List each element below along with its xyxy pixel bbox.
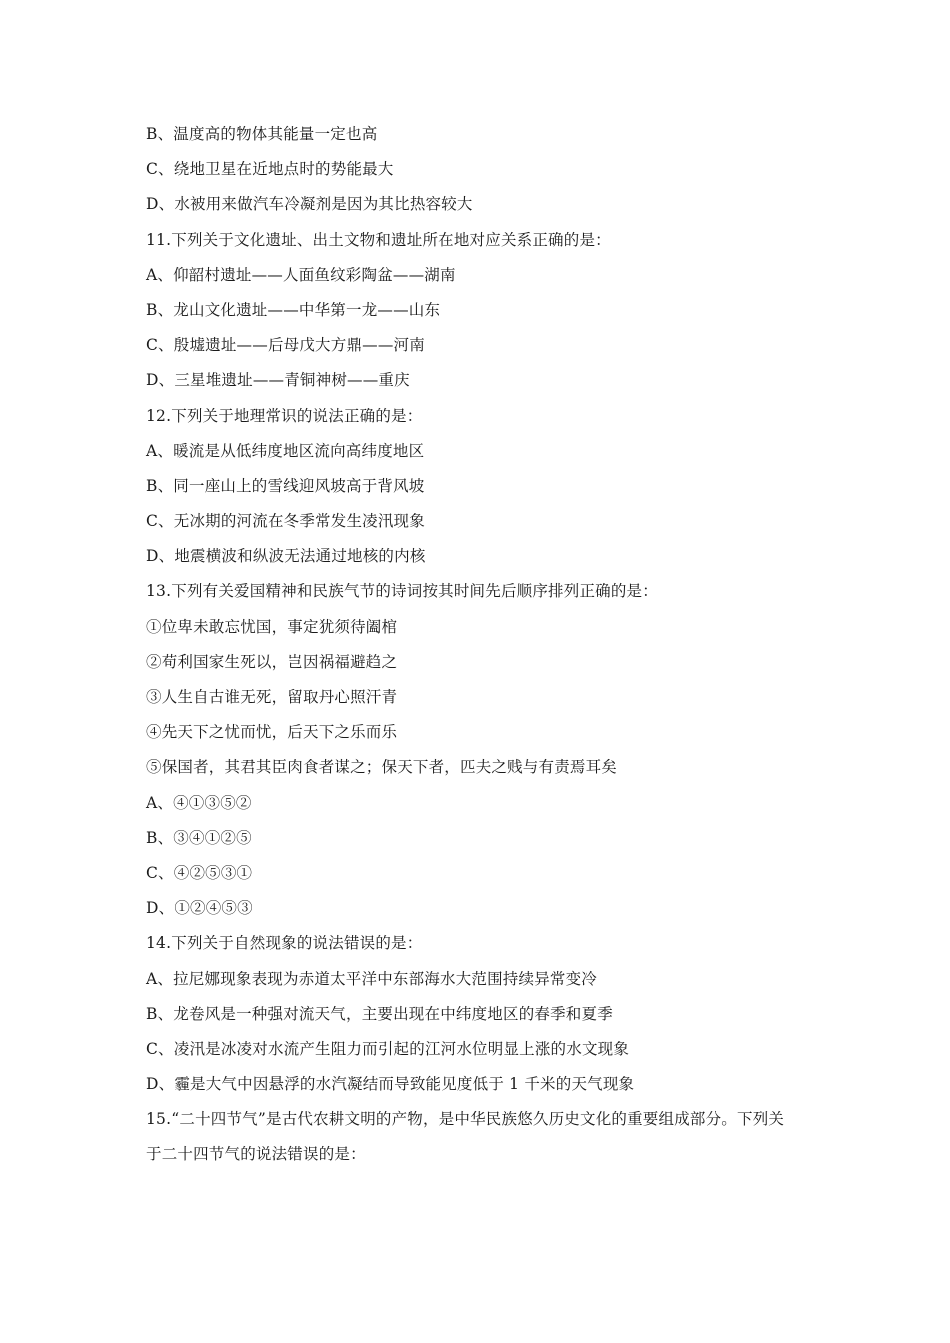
poem-line: ⑤保国者，其君其臣肉食者谋之；保天下者，匹夫之贱与有责焉耳矣	[146, 758, 618, 777]
option-line: A、暖流是从低纬度地区流向高纬度地区	[146, 441, 425, 460]
option-line: A、仰韶村遗址——人面鱼纹彩陶盆——湖南	[146, 265, 456, 284]
option-line: A、拉尼娜现象表现为赤道太平洋中东部海水大范围持续异常变冷	[146, 969, 597, 988]
option-line: C、绕地卫星在近地点时的势能最大	[146, 160, 394, 179]
question-stem: 11.下列关于文化遗址、出土文物和遗址所在地对应关系正确的是：	[146, 230, 611, 249]
option-line: B、龙卷风是一种强对流天气，主要出现在中纬度地区的春季和夏季	[146, 1004, 613, 1023]
option-line: C、凌汛是冰凌对水流产生阻力而引起的江河水位明显上涨的水文现象	[146, 1039, 630, 1058]
poem-line: ④先天下之忧而忧，后天下之乐而乐	[146, 723, 398, 742]
poem-line: ①位卑未敢忘忧国，事定犹须待阖棺	[146, 617, 398, 636]
question-stem: 12.下列关于地理常识的说法正确的是：	[146, 406, 423, 425]
question-stem: 14.下列关于自然现象的说法错误的是：	[146, 934, 423, 953]
option-line: C、无冰期的河流在冬季常发生凌汛现象	[146, 512, 425, 531]
option-line: B、温度高的物体其能量一定也高	[146, 125, 378, 143]
question-stem-continued: 于二十四节气的说法错误的是：	[146, 1145, 366, 1164]
option-line: D、①②④⑤③	[146, 899, 253, 918]
option-line: D、霾是大气中因悬浮的水汽凝结而导致能见度低于 1 千米的天气现象	[146, 1075, 635, 1094]
poem-line: ②苟利国家生死以，岂因祸福避趋之	[146, 652, 398, 671]
option-line: D、水被用来做汽车冷凝剂是因为其比热容较大	[146, 195, 473, 214]
option-line: B、③④①②⑤	[146, 828, 252, 847]
poem-line: ③人生自古谁无死，留取丹心照汗青	[146, 688, 398, 706]
option-line: D、三星堆遗址——青铜神树——重庆	[146, 371, 410, 390]
question-stem: 13.下列有关爱国精神和民族气节的诗词按其时间先后顺序排列正确的是：	[146, 582, 658, 601]
question-text-block	[146, 121, 846, 1177]
option-line: A、④①③⑤②	[146, 793, 252, 812]
option-line: D、地震横波和纵波无法通过地核的内核	[146, 547, 426, 566]
option-line: B、同一座山上的雪线迎风坡高于背风坡	[146, 476, 425, 495]
option-line: C、殷墟遗址——后母戊大方鼎——河南	[146, 336, 425, 355]
option-line: C、④②⑤③①	[146, 863, 253, 882]
question-stem: 15.“二十四节气”是古代农耕文明的产物，是中华民族悠久历史文化的重要组成部分。下列关	[146, 1110, 785, 1129]
option-line: B、龙山文化遗址——中华第一龙——山东	[146, 300, 441, 319]
